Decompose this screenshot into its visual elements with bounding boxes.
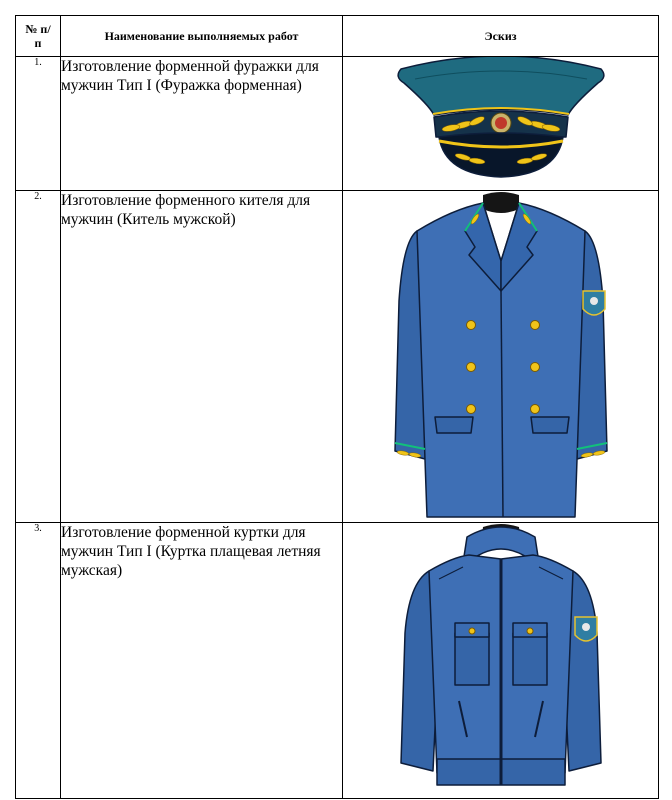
button-icon: [531, 321, 540, 330]
tunic-sketch: [343, 191, 659, 521]
button-icon: [527, 628, 533, 634]
button-icon: [467, 405, 476, 414]
row-number: 3.: [16, 523, 61, 799]
cap-top: [398, 57, 604, 115]
cap-sketch: [343, 57, 659, 189]
row-number: 2.: [16, 191, 61, 523]
button-icon: [531, 405, 540, 414]
shoulder-patch-icon: [583, 291, 605, 315]
sketch-cell: [343, 191, 659, 523]
jacket-left-pocket: [455, 633, 489, 685]
tunic-right-pocket: [531, 417, 569, 433]
table-header-row: [16, 16, 659, 57]
button-icon: [467, 363, 476, 372]
table-row: [16, 57, 659, 191]
row-name: Изготовление форменного кителя для мужчин (Китель мужской): [61, 191, 343, 523]
row-number: 1.: [16, 57, 61, 191]
header-num: [16, 16, 61, 57]
row-name: Изготовление форменной куртки для мужчин Тип I (Куртка плащевая летняя мужская): [61, 523, 343, 799]
sketch-cell: [343, 523, 659, 799]
tunic-neck: [483, 192, 519, 213]
jacket-sketch: [343, 523, 659, 797]
row-name: Изготовление форменной фуражки для мужчин Тип I (Фуражка форменная): [61, 57, 343, 191]
sketch-cell: [343, 57, 659, 191]
shoulder-patch-icon: [575, 617, 597, 641]
header-sketch: Эскиз: [343, 16, 659, 57]
button-icon: [531, 363, 540, 372]
button-icon: [469, 628, 475, 634]
table-row: [16, 523, 659, 799]
tunic-left-pocket: [435, 417, 473, 433]
jacket-right-pocket: [513, 633, 547, 685]
button-icon: [467, 321, 476, 330]
header-name: Наименование выполняемых работ: [61, 16, 343, 57]
works-table: [15, 15, 659, 799]
table-row: [16, 191, 659, 523]
header-num-label: № п/п: [25, 22, 51, 50]
